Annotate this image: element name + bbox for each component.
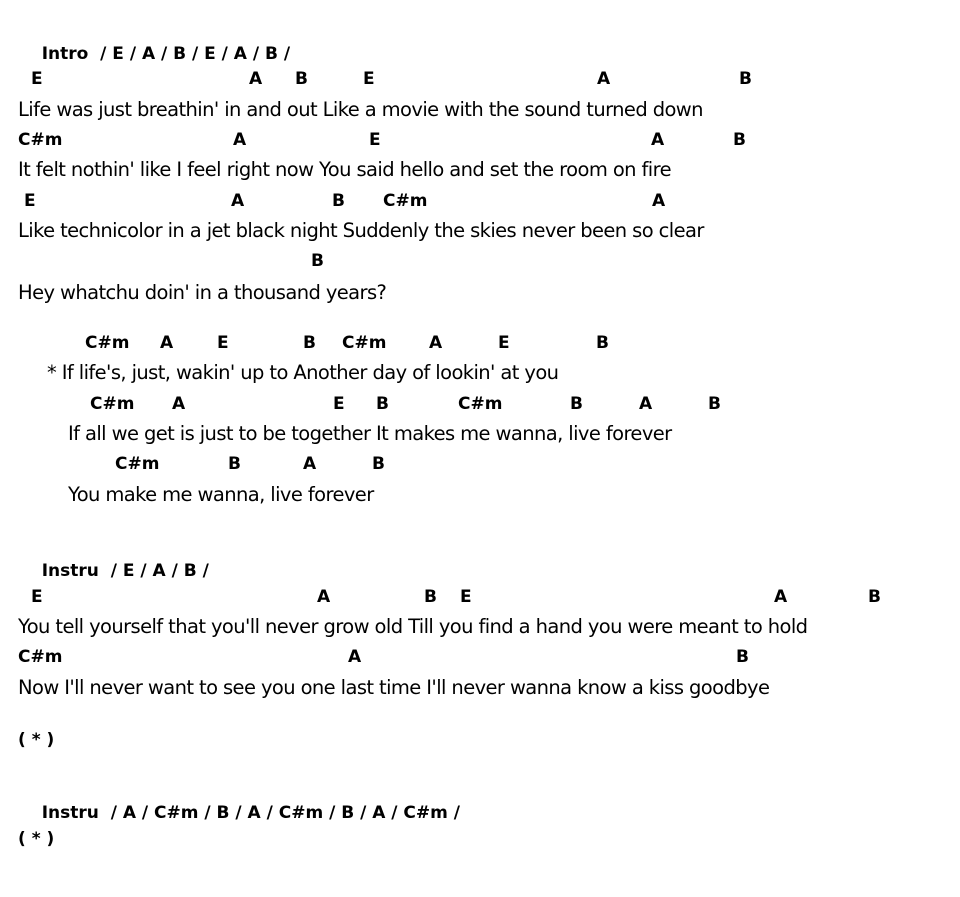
chord: A — [652, 191, 666, 211]
verse2-chord-row-1 — [0, 586, 960, 610]
verse2-lyric-1: You tell yourself that you'll never grow old Till you find a hand you were meant to hold — [18, 615, 808, 638]
verse2-lyric-2: Now I'll never want to see you one last time I'll never wanna know a kiss goodbye — [18, 676, 770, 699]
chord: E — [31, 69, 43, 89]
chord: B — [424, 587, 437, 607]
verse1-chord-row-1 — [0, 68, 960, 92]
chord: C#m — [115, 454, 160, 474]
chord: B — [868, 587, 881, 607]
chord: C#m — [342, 333, 387, 353]
chord: A — [160, 333, 174, 353]
chord: C#m — [90, 394, 135, 414]
verse1-chord-row-3 — [0, 190, 960, 214]
chord: C#m — [18, 130, 63, 150]
chorus-lyric-3: You make me wanna, live forever — [68, 483, 374, 506]
chord: A — [651, 130, 665, 150]
instru1-progression: / E / A / B / — [110, 561, 209, 581]
verse1-lyric-4: Hey whatchu doin' in a thousand years? — [18, 281, 387, 304]
chord: A — [429, 333, 443, 353]
chorus-lyric-1: * If life's, just, wakin' up to Another day of lookin' at you — [47, 361, 559, 384]
chord: B — [596, 333, 609, 353]
chord: E — [333, 394, 345, 414]
verse1-lyric-2: It felt nothin' like I feel right now You said hello and set the room on fire — [18, 158, 671, 181]
chord: A — [774, 587, 788, 607]
repeat-chorus-marker-2: ( * ) — [18, 829, 55, 849]
chord: E — [24, 191, 36, 211]
chord: B — [332, 191, 345, 211]
chord: A — [231, 191, 245, 211]
chord: B — [303, 333, 316, 353]
chord: B — [228, 454, 241, 474]
chord: A — [233, 130, 247, 150]
verse1-lyric-1: Life was just breathin' in and out Like a movie with the sound turned down — [18, 98, 703, 121]
chord: A — [249, 69, 263, 89]
chorus-chord-row-2 — [0, 393, 960, 417]
chord: B — [311, 251, 324, 271]
chord: A — [172, 394, 186, 414]
chord: E — [369, 130, 381, 150]
chord: A — [348, 647, 362, 667]
chord: B — [708, 394, 721, 414]
verse2-chord-row-2 — [0, 646, 960, 670]
chorus-lyric-2: If all we get is just to be together It makes me wanna, live forever — [68, 422, 672, 445]
intro-label: Intro — [41, 44, 89, 64]
intro-progression: / E / A / B / E / A / B / — [100, 44, 291, 64]
chord: A — [597, 69, 611, 89]
chord: B — [376, 394, 389, 414]
repeat-chorus-marker: ( * ) — [18, 730, 55, 750]
chord: B — [372, 454, 385, 474]
chord: B — [570, 394, 583, 414]
chord: E — [217, 333, 229, 353]
instru2-label: Instru — [41, 803, 99, 823]
chord: A — [639, 394, 653, 414]
chorus-chord-row-3 — [0, 453, 960, 477]
instru2-progression: / A / C#m / B / A / C#m / B / A / C#m / — [110, 803, 460, 823]
verse1-chord-row-4 — [0, 250, 960, 274]
chord: A — [317, 587, 331, 607]
instru1-label: Instru — [41, 561, 99, 581]
instru2-line — [18, 777, 460, 849]
chord: B — [295, 69, 308, 89]
chord: C#m — [85, 333, 130, 353]
chord: B — [736, 647, 749, 667]
chord: C#m — [458, 394, 503, 414]
chord: E — [498, 333, 510, 353]
chord: C#m — [18, 647, 63, 667]
chord: B — [733, 130, 746, 150]
chorus-chord-row-1 — [0, 332, 960, 356]
chord: C#m — [383, 191, 428, 211]
verse1-chord-row-2 — [0, 129, 960, 153]
chord: E — [363, 69, 375, 89]
chord: B — [739, 69, 752, 89]
verse1-lyric-3: Like technicolor in a jet black night Suddenly the skies never been so clear — [18, 219, 704, 242]
chord: A — [303, 454, 317, 474]
chord: E — [31, 587, 43, 607]
chord: E — [460, 587, 472, 607]
